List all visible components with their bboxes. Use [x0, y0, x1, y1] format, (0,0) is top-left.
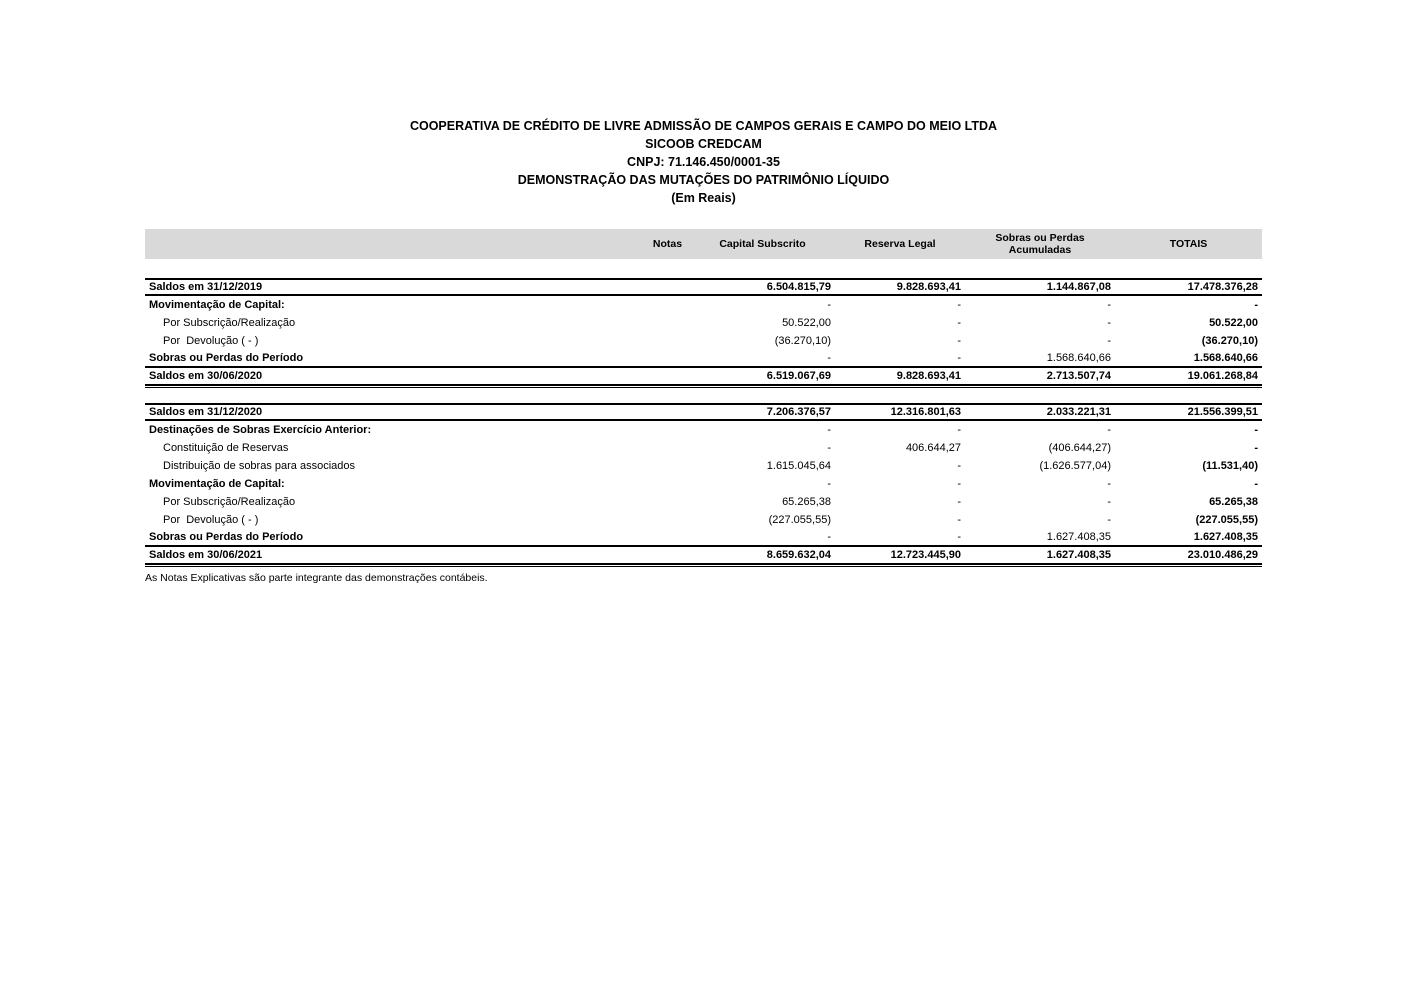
cell-totais: - — [1254, 424, 1258, 436]
statement-title: DEMONSTRAÇÃO DAS MUTAÇÕES DO PATRIMÔNIO LÍQUIDO — [517, 173, 890, 187]
row-label: Movimentação de Capital: — [149, 299, 285, 311]
row-label: Saldos em 31/12/2019 — [149, 281, 263, 293]
table-row — [145, 368, 1262, 386]
footnote: As Notas Explicativas são parte integrante das demonstrações contábeis. — [145, 572, 488, 584]
table-header-row — [145, 229, 1262, 259]
table-row — [145, 296, 1262, 314]
cell-sobras: 1.144.867,08 — [1046, 281, 1111, 293]
company-name: COOPERATIVA DE CRÉDITO DE LIVRE ADMISSÃO DE CAMPOS GERAIS E CAMPO DO MEIO LTDA — [409, 119, 998, 133]
cnpj: CNPJ: 71.146.450/0001-35 — [627, 155, 780, 169]
cell-reserva: - — [957, 317, 961, 329]
cell-capital: 1.615.045,64 — [766, 460, 831, 472]
currency-note: (Em Reais) — [671, 191, 736, 205]
column-header-sobras-acumuladas: Sobras ou Perdas Acumuladas — [995, 232, 1085, 256]
cell-reserva: 9.828.693,41 — [896, 370, 961, 382]
column-header-notas: Notas — [652, 238, 683, 250]
cell-reserva: - — [957, 514, 961, 526]
table-row — [145, 350, 1262, 368]
cell-capital: - — [827, 531, 831, 543]
cell-sobras: 1.627.408,35 — [1046, 549, 1111, 561]
document-header — [145, 117, 1262, 207]
cell-capital: 6.504.815,79 — [766, 281, 831, 293]
row-label: Por Subscrição/Realização — [163, 496, 296, 508]
cell-sobras: - — [1107, 424, 1111, 436]
cell-sobras: (1.626.577,04) — [1039, 460, 1111, 472]
cell-capital: - — [827, 299, 831, 311]
column-header-capital-subscrito: Capital Subscrito — [719, 238, 806, 250]
cell-reserva: 12.316.801,63 — [890, 406, 961, 418]
cell-capital: - — [827, 352, 831, 364]
cell-totais: 1.627.408,35 — [1193, 531, 1258, 543]
table-row — [145, 332, 1262, 350]
header-gap — [145, 259, 1262, 278]
row-label: Constituição de Reservas — [163, 442, 289, 454]
cell-capital: - — [827, 424, 831, 436]
cell-reserva: 406.644,27 — [905, 442, 961, 454]
cell-reserva: - — [957, 335, 961, 347]
cell-sobras: (406.644,27) — [1048, 442, 1111, 454]
cell-reserva: - — [957, 352, 961, 364]
cell-totais: (11.531,40) — [1202, 460, 1258, 472]
row-label: Por Devolução ( - ) — [163, 514, 259, 526]
row-label: Movimentação de Capital: — [149, 478, 285, 490]
cell-capital: (36.270,10) — [774, 335, 831, 347]
cell-totais: - — [1254, 478, 1258, 490]
cell-totais: - — [1254, 299, 1258, 311]
cell-reserva: - — [957, 531, 961, 543]
row-label: Saldos em 30/06/2021 — [149, 549, 263, 561]
period-block-2020 — [145, 278, 1262, 386]
trade-name: SICOOB CREDCAM — [645, 137, 762, 151]
cell-reserva: 9.828.693,41 — [896, 281, 961, 293]
table-row — [145, 439, 1262, 457]
cell-sobras: 2.713.507,74 — [1046, 370, 1111, 382]
cell-reserva: - — [957, 478, 961, 490]
cell-totais: 1.568.640,66 — [1193, 352, 1258, 364]
cell-capital: - — [827, 478, 831, 490]
cell-sobras: - — [1107, 335, 1111, 347]
table-row — [145, 493, 1262, 511]
cell-totais: 17.478.376,28 — [1187, 281, 1258, 293]
cell-reserva: 12.723.445,90 — [890, 549, 961, 561]
row-label: Sobras ou Perdas do Período — [149, 352, 304, 364]
table-row — [145, 547, 1262, 565]
cell-totais: 65.265,38 — [1209, 496, 1258, 508]
period-block-2021 — [145, 403, 1262, 565]
cell-reserva: - — [957, 424, 961, 436]
table-row — [145, 314, 1262, 332]
cell-capital: 7.206.376,57 — [766, 406, 831, 418]
cell-reserva: - — [957, 460, 961, 472]
equity-statement-table — [145, 229, 1262, 584]
cell-capital: - — [827, 442, 831, 454]
row-label: Por Subscrição/Realização — [163, 317, 296, 329]
column-header-reserva-legal: Reserva Legal — [864, 238, 936, 250]
row-label: Distribuição de sobras para associados — [163, 460, 355, 472]
cell-capital: (227.055,55) — [768, 514, 831, 526]
row-label: Por Devolução ( - ) — [163, 335, 259, 347]
cell-capital: 8.659.632,04 — [766, 549, 831, 561]
cell-totais: (36.270,10) — [1201, 335, 1258, 347]
cell-totais: 19.061.268,84 — [1187, 370, 1258, 382]
cell-sobras: - — [1107, 299, 1111, 311]
cell-sobras: - — [1107, 514, 1111, 526]
cell-sobras: 2.033.221,31 — [1046, 406, 1111, 418]
table-row — [145, 529, 1262, 547]
cell-reserva: - — [957, 299, 961, 311]
cell-sobras: - — [1107, 317, 1111, 329]
column-header-totais: TOTAIS — [1169, 238, 1208, 250]
cell-totais: (227.055,55) — [1195, 514, 1258, 526]
cell-totais: 50.522,00 — [1209, 317, 1258, 329]
cell-sobras: - — [1107, 478, 1111, 490]
table-row — [145, 403, 1262, 421]
row-label: Sobras ou Perdas do Período — [149, 531, 304, 543]
row-label: Saldos em 30/06/2020 — [149, 370, 263, 382]
cell-totais: 23.010.486,29 — [1187, 549, 1258, 561]
cell-sobras: - — [1107, 496, 1111, 508]
cell-sobras: 1.568.640,66 — [1046, 352, 1111, 364]
cell-totais: 21.556.399,51 — [1187, 406, 1258, 418]
cell-capital: 50.522,00 — [782, 317, 831, 329]
row-label: Destinações de Sobras Exercício Anterior: — [149, 424, 372, 436]
cell-reserva: - — [957, 496, 961, 508]
cell-sobras: 1.627.408,35 — [1046, 531, 1111, 543]
table-row — [145, 278, 1262, 296]
cell-capital: 65.265,38 — [782, 496, 831, 508]
row-label: Saldos em 31/12/2020 — [149, 406, 263, 418]
block-gap — [145, 386, 1262, 403]
table-row — [145, 511, 1262, 529]
table-row — [145, 475, 1262, 493]
cell-capital: 6.519.067,69 — [766, 370, 831, 382]
table-row — [145, 457, 1262, 475]
cell-totais: - — [1254, 442, 1258, 454]
table-row — [145, 421, 1262, 439]
